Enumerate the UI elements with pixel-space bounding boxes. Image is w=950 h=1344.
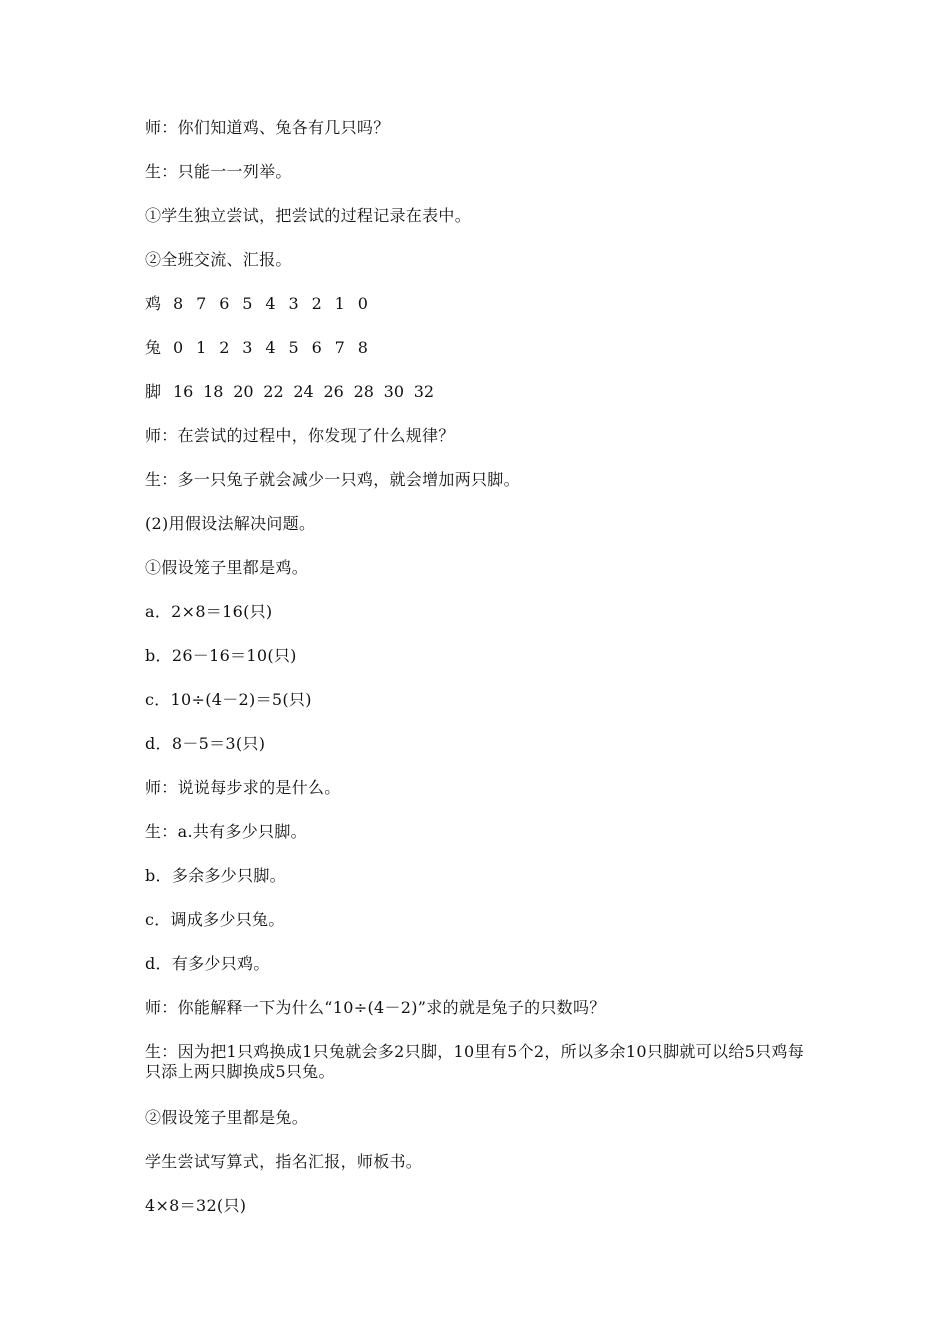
table-row-rabbit [145, 338, 376, 358]
text-line: b．26－16＝10(只) [145, 646, 297, 665]
table-cell: 5 [288, 338, 299, 357]
text-line: ②假设笼子里都是兔。 [145, 1108, 309, 1127]
row-label: 鸡 [145, 294, 162, 313]
text-paragraph: 生：因为把1只鸡换成1只兔就会多2只脚，10里有5个2，所以多余10只脚就可以给5只鸡每只添上两只脚换成5只兔。 [145, 1042, 804, 1081]
table-cell: 3 [288, 294, 299, 313]
text-line: 生：多一只兔子就会减少一只鸡，就会增加两只脚。 [145, 470, 520, 489]
table-cell: 3 [242, 338, 253, 357]
table-cell: 28 [353, 382, 374, 401]
table-cell: 2 [311, 294, 322, 313]
text-line: 4×8＝32(只) [145, 1196, 247, 1215]
table-cell: 26 [323, 382, 344, 401]
text-line: 生：a.共有多少只脚。 [145, 822, 307, 841]
table-cell: 4 [265, 294, 276, 313]
text-line: d．8－5＝3(只) [145, 734, 266, 753]
row-label: 兔 [145, 338, 162, 357]
text-line: b．多余多少只脚。 [145, 866, 286, 885]
table-cell: 24 [293, 382, 314, 401]
table-cell: 0 [173, 338, 184, 357]
text-line: d．有多少只鸡。 [145, 954, 270, 973]
text-line: 师：说说每步求的是什么。 [145, 778, 341, 797]
text-line: ②全班交流、汇报。 [145, 250, 292, 269]
table-cell: 0 [357, 294, 368, 313]
text-line: c．10÷(4－2)＝5(只) [145, 690, 312, 709]
table-cell: 20 [233, 382, 254, 401]
text-line: 生：只能一一列举。 [145, 162, 292, 181]
table-cell: 30 [383, 382, 405, 401]
table-row-feet [145, 382, 439, 402]
text-line: 师：你们知道鸡、兔各有几只吗？ [145, 118, 390, 137]
row-values [173, 338, 376, 358]
row-values [173, 382, 439, 402]
table-cell: 32 [413, 382, 435, 401]
table-cell: 22 [263, 382, 284, 401]
table-cell: 1 [196, 338, 207, 357]
table-cell: 6 [311, 338, 322, 357]
table-cell: 1 [334, 294, 345, 313]
text-line: 师：你能解释一下为什么“10÷(4－2)”求的就是兔子的只数吗？ [145, 998, 606, 1017]
table-cell: 8 [173, 294, 184, 313]
table-cell: 5 [242, 294, 253, 313]
row-label: 脚 [145, 382, 162, 401]
text-line: (2)用假设法解决问题。 [145, 514, 316, 533]
table-cell: 6 [219, 294, 230, 313]
text-line: c．调成多少只兔。 [145, 910, 285, 929]
table-cell: 8 [357, 338, 368, 357]
table-row-chicken [145, 294, 376, 314]
text-line: a．2×8＝16(只) [145, 602, 273, 621]
text-line: 学生尝试写算式，指名汇报，师板书。 [145, 1152, 423, 1171]
table-cell: 4 [265, 338, 276, 357]
table-cell: 2 [219, 338, 230, 357]
table-cell: 7 [334, 338, 345, 357]
text-line: 师：在尝试的过程中，你发现了什么规律？ [145, 426, 455, 445]
text-line: ①学生独立尝试，把尝试的过程记录在表中。 [145, 206, 472, 225]
table-cell: 16 [173, 382, 194, 401]
table-cell: 18 [203, 382, 224, 401]
row-values [173, 294, 376, 314]
table-cell: 7 [196, 294, 207, 313]
text-line: ①假设笼子里都是鸡。 [145, 558, 309, 577]
